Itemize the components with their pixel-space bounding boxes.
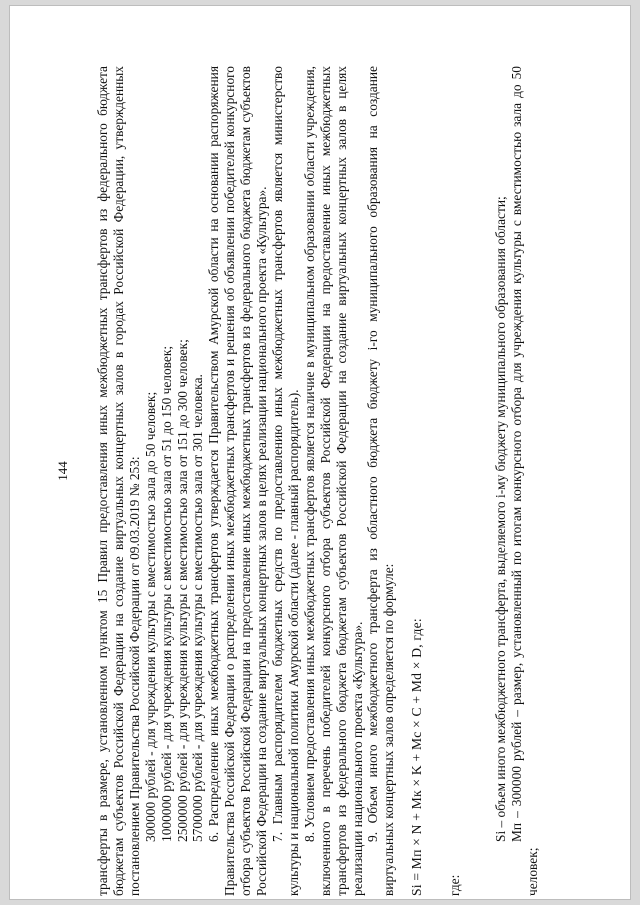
rotated-text-block [55,46,615,896]
amount-item: 2500000 рублей - для учреждения культуры с вместимостью зала от 151 до 300 человек; [174,339,190,842]
formula: Si = Мп × N + Мк × K + Мс × C + Мd × D, где: [409,618,425,896]
paragraph-9: 9. Объем иного межбюджетного трансферта из областного бюджета бюджету i-го муниципального образования на создание виртуальных концертных залов определяется по формуле: [365,66,397,896]
paragraph-7: 7. Главным распорядителем бюджетных средств по предоставлению иных межбюджетных трансфертов является министерство культуры и национальной политики Амурской области (далее - главный распорядитель). [269,66,301,896]
document-page [10,6,630,899]
paragraph-8: 8. Условием предоставления иных межбюджетных трансфертов является наличие в муниципальном образовании области учреждения, включенного в перечень победителей конкурсного отбора субъектов Российской Федерации на предоставление иных межбюджетных трансфертов из федерального бюджета бюджетам субъектов Российской Федерации на создание виртуальных концертных залов в целях реализации национального проекта «Культура». [301,66,365,896]
intro-paragraph: трансферты в размере, установленном пунктом 15 Правил предоставления иных межбюджетных трансфертов из федерального бюджета бюджетам субъектов Российской Федерации на создание виртуальных концертных залов в городах Российской Федерации, утвержденных постановлением Правительства Российской Федерации от 09.03.2019 № 253: [95,66,142,896]
paragraph-6: 6. Распределение иных межбюджетных трансфертов утверждается Правительством Амурской области на основании распоряжения Правительства Российской Федерации о распределении иных межбюджетных трансфертов и решения об объявлении победителей конкурсного отбора субъектов Российской Федерации на предоставление иных межбюджетных трансфертов из федерального бюджета бюджетам субъектов Российской Федерации на создание виртуальных концертных залов в целях реализации национального проекта «Культура». [206,66,270,896]
amount-item: 1000000 рублей - для учреждения культуры с вместимостью зала от 51 до 150 человек; [158,345,174,842]
amount-item: 300000 рублей - для учреждения культуры с вместимостью зала до 50 человек; [142,391,158,842]
where-label: где: [447,874,463,896]
page-number: 144 [55,461,70,481]
definition-si: Si – объем иного межбюджетного трансферта, выделяемого i-му бюджету муниципального образования области; [493,196,509,842]
document-body [95,66,541,896]
definition-mp: Мп – 300000 рублей – размер, установленный по итогам конкурсного отбора для учреждения культуры с вместимостью зала до 50 человек; [508,66,540,896]
amount-item: 5700000 рублей - для учреждения культуры с вместимостью зала от 301 человека. [190,374,206,842]
